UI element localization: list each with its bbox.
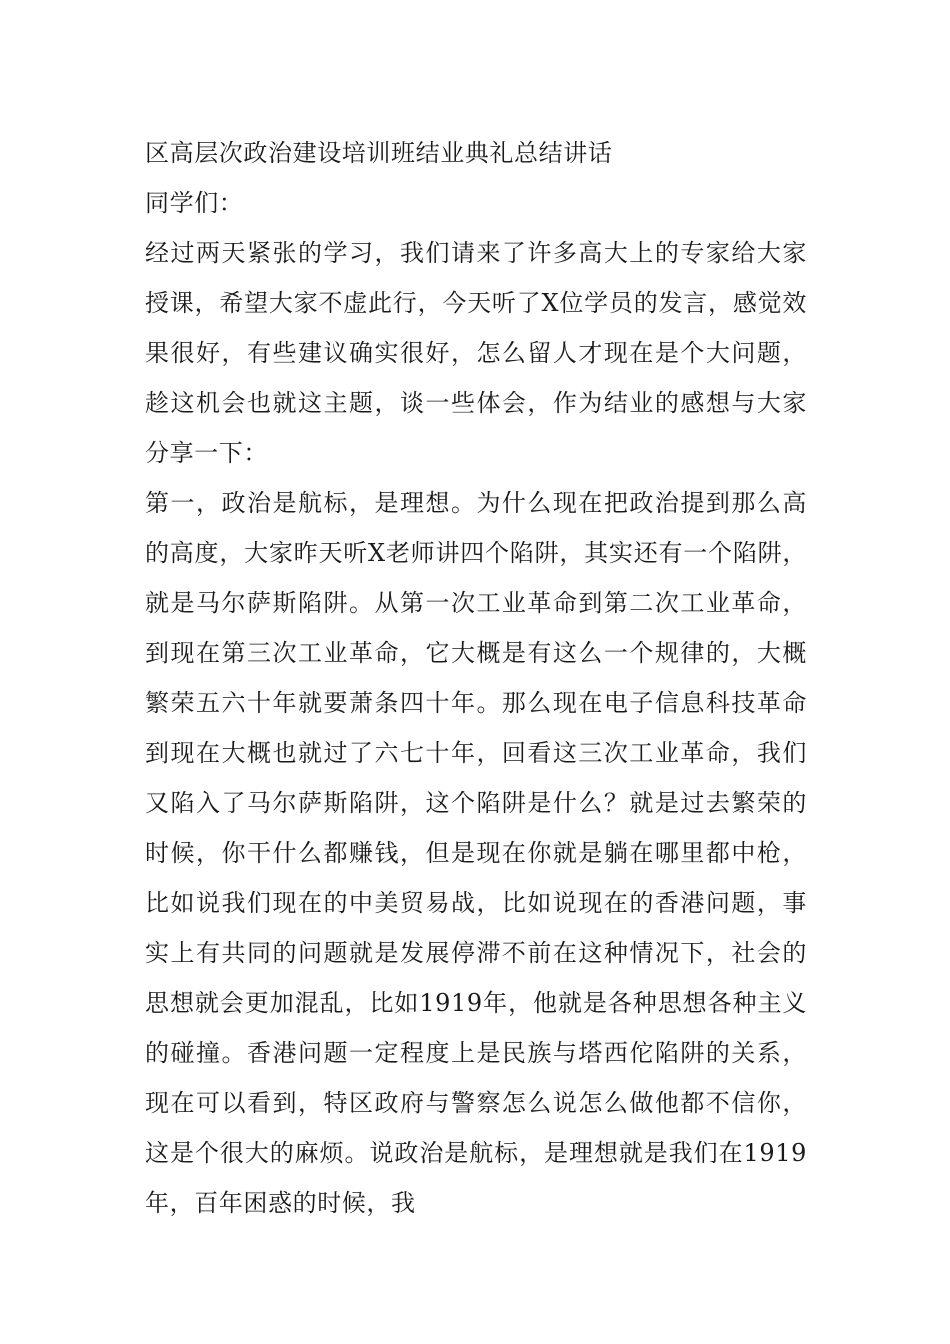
- document-title: 区高层次政治建设培训班结业典礼总结讲话: [145, 139, 613, 167]
- salutation: 同学们：: [145, 189, 244, 217]
- document-body: [145, 128, 807, 1228]
- paragraph-point-one: 第一，政治是航标，是理想。为什么现在把政治提到那么高的高度，大家昨天听X老师讲四个陷阱，其实还有一个陷阱，就是马尔萨斯陷阱。从第一次工业革命到第二次工业革命，到现在第三次工业革命，它大概是有这么一个规律的，大概繁荣五六十年就要萧条四十年。那么现在电子信息科技革命到现在大概也就过了六七十年，回看这三次工业革命，我们又陷入了马尔萨斯陷阱，这个陷阱是什么？就是过去繁荣的时候，你干什么都赚钱，但是现在你就是躺在哪里都中枪，比如说我们现在的中美贸易战，比如说现在的香港问题，事实上有共同的问题就是发展停滞不前在这种情况下，社会的思想就会更加混乱，比如1919年，他就是各种思想各种主义的碰撞。香港问题一定程度上是民族与塔西佗陷阱的关系，现在可以看到，特区政府与警察怎么说怎么做他都不信你，这是个很大的麻烦。说政治是航标，是理想就是我们在1919年，百年困惑的时候，我: [145, 489, 807, 1217]
- paragraph-intro: 经过两天紧张的学习，我们请来了许多高大上的专家给大家授课，希望大家不虚此行，今天听了X位学员的发言，感觉效果很好，有些建议确实很好，怎么留人才现在是个大问题，趁这机会也就这主题，谈一些体会，作为结业的感想与大家分享一下：: [145, 239, 807, 467]
